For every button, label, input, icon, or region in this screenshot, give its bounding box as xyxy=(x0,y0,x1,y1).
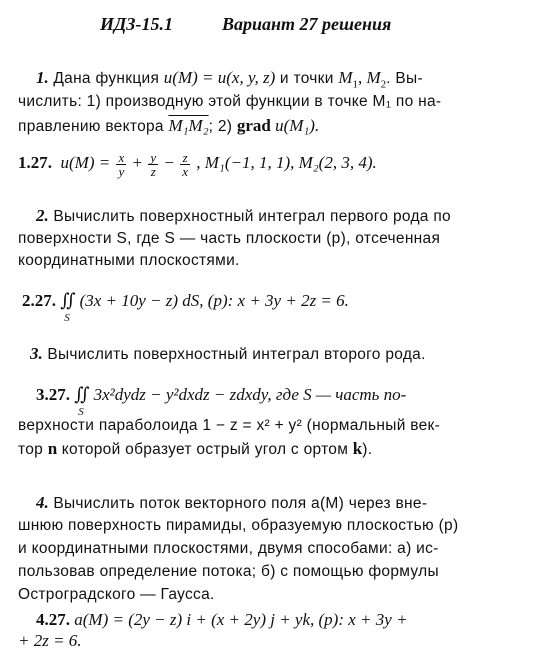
task3-line3: тор n которой образует острый угол с ортом k). xyxy=(18,439,373,458)
task3-number: 3. xyxy=(30,344,43,363)
fraction-x-y: $\frac{x}{y}$ xyxy=(118,149,125,179)
vector-m1m2: M₁M₂ xyxy=(168,116,209,135)
double-integral: ∬ S xyxy=(74,384,90,418)
task4-variant: 4.27. a(M) = (2y − z) i + (x + 2y) j + yk, (p): x + 3y + xyxy=(36,610,408,629)
task1-number: 1. xyxy=(36,68,49,87)
variant-number: 1.27. xyxy=(18,153,52,172)
task4-line4: пользовав определение потока; б) с помощью формулы xyxy=(18,563,439,580)
task4-line1: 4. Вычислить поток векторного поля a(M) через вне- xyxy=(36,493,428,512)
task2-variant: 2.27. ∬ S (3x + 10y − z) dS, (p): x + 3y + 2z = 6. xyxy=(22,290,349,324)
task3-variant: 3.27. ∬ S 3x²dydz − y²dxdz − zdxdy, где S — часть по- xyxy=(36,384,407,418)
task4-line5: Остроградского — Гаусса. xyxy=(18,586,215,603)
task4-variant-cont: + 2z = 6. xyxy=(18,631,82,650)
task4-number: 4. xyxy=(36,493,49,512)
double-integral: ∬ S xyxy=(60,290,76,324)
task2-line3: координатными плоскостями. xyxy=(18,252,240,269)
task1-line1: 1. Дана функция u(M) = u(x, y, z) и точки $M_1$, $M_2$. Вы- xyxy=(36,68,423,91)
task3-line2: верхности параболоида 1 − z = x² + y² (нормальный век- xyxy=(18,417,441,434)
header-left: ИДЗ-15.1 xyxy=(100,14,173,34)
task2-number: 2. xyxy=(36,206,49,225)
task1-line3: правлению вектора M₁M₂; 2) grad u(M₁). xyxy=(18,116,320,135)
task4-line2: шнюю поверхность пирамиды, образуемую плоскостью (p) xyxy=(18,517,459,534)
task4-line3: и координатными плоскостями, двумя способами: а) ис- xyxy=(18,540,439,557)
task2-line1: 2. Вычислить поверхностный интеграл первого рода по xyxy=(36,206,451,225)
task1-line2: числить: 1) производную этой функции в точке M₁ по на- xyxy=(18,93,442,110)
task3-line1: 3. Вычислить поверхностный интеграл второго рода. xyxy=(30,344,426,363)
task2-line2: поверхности S, где S — часть плоскости (p), отсеченная xyxy=(18,230,441,247)
header-right: Вариант 27 решения xyxy=(222,14,392,34)
fraction-y-z: $\frac{y}{z}$ xyxy=(150,149,157,179)
fraction-z-x: $\frac{z}{x}$ xyxy=(182,149,188,179)
task1-variant: 1.27. u(M) = $\frac{x}{y}$ + $\frac{y}{z}$ − $\frac{z}{x}$ , M₁(−1, 1, 1), M₂(2, 3, 4). xyxy=(18,149,377,179)
